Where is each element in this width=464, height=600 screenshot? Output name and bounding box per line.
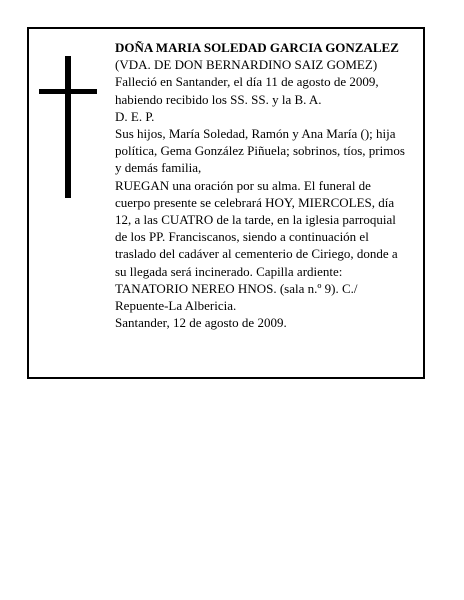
widow-of-line: (VDA. DE DON BERNARDINO SAIZ GOMEZ)	[115, 57, 378, 73]
funeral-line-8: Repuente-La Albericia.	[115, 298, 237, 314]
rip-line: D. E. P.	[115, 108, 155, 124]
cross-vertical-bar	[65, 56, 71, 198]
funeral-line-5: traslado del cadáver al cementerio de Ciriego, donde a	[115, 246, 398, 262]
place-date-line: Santander, 12 de agosto de 2009.	[115, 315, 287, 331]
funeral-line-1: RUEGAN una oración por su alma. El funeral de	[115, 177, 371, 193]
cross-icon	[39, 56, 97, 198]
deceased-name: DOÑA MARIA SOLEDAD GARCIA GONZALEZ	[115, 40, 399, 55]
funeral-line-6: su llegada será incinerado. Capilla ardiente:	[115, 263, 343, 279]
death-line: Falleció en Santander, el día 11 de agosto de 2009,	[115, 74, 379, 90]
funeral-line-2: cuerpo presente se celebrará HOY, MIERCOLES, día	[115, 194, 395, 210]
notice-text	[115, 39, 423, 331]
family-line-1: Sus hijos, María Soledad, Ramón y Ana María (); hija	[115, 126, 396, 142]
funeral-line-7: TANATORIO NEREO HNOS. (sala n.º 9). C./	[115, 280, 358, 296]
sacraments-line: habiendo recibido los SS. SS. y la B. A.	[115, 91, 322, 107]
family-line-2: política, Gema González Piñuela; sobrinos, tíos, primos	[115, 143, 405, 159]
funeral-line-4: de los PP. Franciscanos, siendo a continuación el	[115, 229, 369, 245]
cross-horizontal-bar	[39, 89, 97, 94]
family-line-3: y demás familia,	[115, 160, 202, 176]
funeral-line-3: 12, a las CUATRO de la tarde, en la iglesia parroquial	[115, 212, 396, 228]
obituary-notice	[27, 27, 425, 379]
